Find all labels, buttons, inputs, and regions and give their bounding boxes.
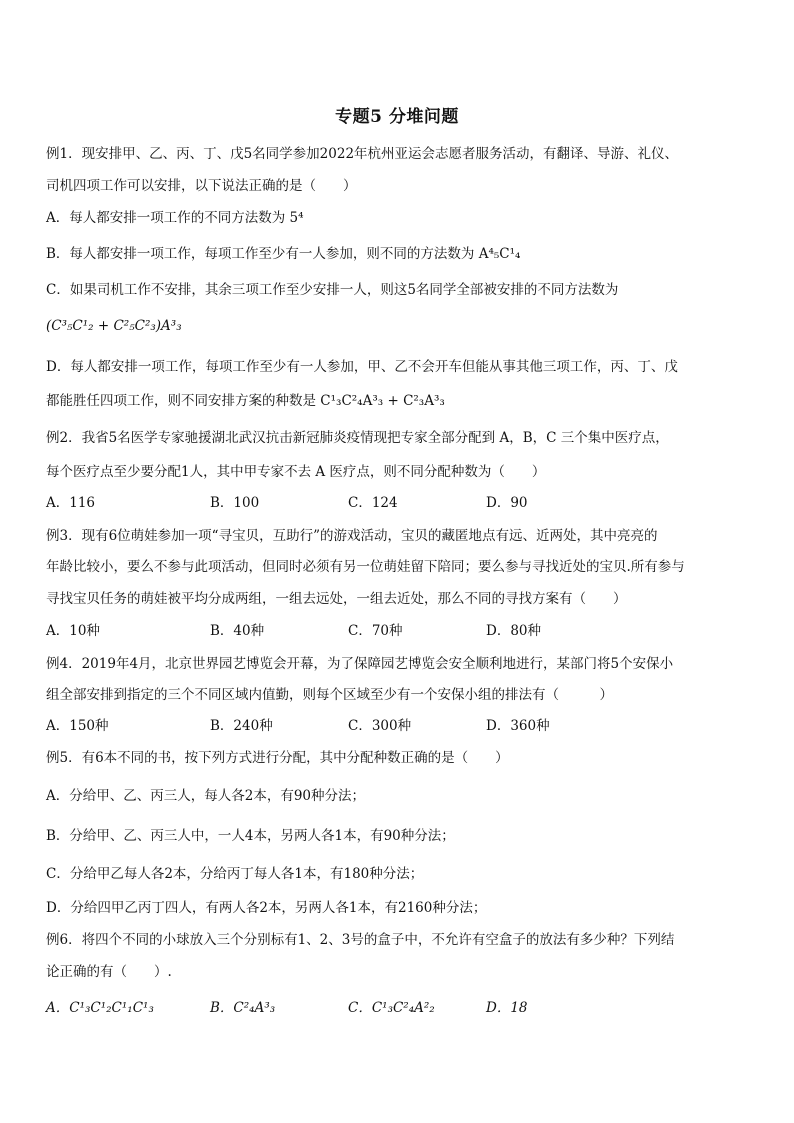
ex2-option-a: A．116: [46, 495, 96, 511]
ex3-stem-line-2: 年龄比较小，要么不参与此项活动，但同时必须有另一位萌娃留下陪同；要么参与寻找近处的宝贝.所有参与: [46, 559, 685, 575]
ex3-option-b: B．40种: [210, 623, 265, 639]
ex1-stem-line-1: 例1．现安排甲、乙、丙、丁、戊5名同学参加2022年杭州亚运会志愿者服务活动，有翻译、导游、礼仪、: [46, 146, 679, 162]
ex2-stem-line-2: 每个医疗点至少要分配1人，其中甲专家不去 A 医疗点，则不同分配种数为（ ）: [46, 464, 546, 480]
ex1-option-c-line-1: C．如果司机工作不安排，其余三项工作至少安排一人，则这5名同学全部被安排的不同方法数为: [46, 282, 619, 298]
ex2-option-b: B．100: [210, 495, 260, 511]
ex6-option-b: B．C²₄A³₃: [210, 1000, 276, 1016]
ex6-option-a: A．C¹₃C¹₂C¹₁C¹₃: [46, 1000, 154, 1016]
page-title: 专题5 分堆问题: [335, 107, 459, 127]
ex3-options: [46, 621, 746, 641]
ex1-option-c-formula: (C³₅C¹₂ + C²₅C²₃)A³₃: [46, 318, 182, 334]
ex3-option-c: C．70种: [348, 623, 403, 639]
ex2-option-d: D．90: [486, 495, 528, 511]
ex3-option-d: D．80种: [486, 623, 542, 639]
ex1-option-a: A．每人都安排一项工作的不同方法数为 5⁴: [46, 210, 304, 226]
ex4-stem-line-2: 组全部安排到指定的三个不同区域内值勤，则每个区域至少有一个安保小组的排法有（ ）: [46, 687, 613, 703]
ex3-option-a: A．10种: [46, 623, 100, 639]
ex6-stem-line-2: 论正确的有（ ）.: [46, 964, 172, 980]
ex6-option-d: D．18: [486, 1000, 528, 1016]
ex1-option-d-line-2: 都能胜任四项工作，则不同安排方案的种数是 C¹₃C²₄A³₃ + C²₃A³₃: [46, 393, 445, 409]
ex3-stem-line-3: 寻找宝贝任务的萌娃被平均分成两组，一组去远处，一组去近处，那么不同的寻找方案有（ ）: [46, 591, 627, 607]
ex2-stem-line-1: 例2．我省5名医学专家驰援湖北武汉抗击新冠肺炎疫情现把专家全部分配到 A，B，C 三个集中医疗点，: [46, 430, 669, 446]
ex6-option-c: C．C¹₃C²₄A²₂: [348, 1000, 435, 1016]
ex5-stem: 例5．有6本不同的书，按下列方式进行分配，其中分配种数正确的是（ ）: [46, 750, 509, 766]
ex4-option-c: C．300种: [348, 718, 412, 734]
ex5-option-c: C．分给甲乙每人各2本，分给丙丁每人各1本，有180种分法；: [46, 866, 424, 882]
ex4-options: [46, 716, 746, 736]
ex2-options: [46, 493, 746, 513]
ex4-stem-line-1: 例4．2019年4月，北京世界园艺博览会开幕，为了保障园艺博览会安全顺利地进行，某部门将5个安保小: [46, 656, 674, 672]
ex4-option-b: B．240种: [210, 718, 273, 734]
ex5-option-a: A．分给甲、乙、丙三人，每人各2本，有90种分法；: [46, 788, 366, 804]
ex3-stem-line-1: 例3．现有6位萌娃参加一项“寻宝贝，互助行”的游戏活动，宝贝的藏匿地点有远、近两处，其中亮亮的: [46, 528, 658, 544]
ex4-option-d: D．360种: [486, 718, 550, 734]
ex1-stem-line-2: 司机四项工作可以安排，以下说法正确的是（ ）: [46, 178, 357, 194]
ex2-option-c: C．124: [348, 495, 398, 511]
ex6-options: [46, 998, 746, 1018]
ex1-option-d-line-1: D．每人都安排一项工作，每项工作至少有一人参加，甲、乙不会开车但能从事其他三项工作，丙、丁、戊: [46, 359, 678, 375]
ex5-option-d: D．分给四甲乙丙丁四人，有两人各2本，另两人各1本，有2160种分法；: [46, 900, 487, 916]
ex6-stem-line-1: 例6．将四个不同的小球放入三个分别标有1、2、3号的盒子中，不允许有空盒子的放法有多少种？下列结: [46, 932, 675, 948]
ex5-option-b: B．分给甲、乙、丙三人中，一人4本，另两人各1本，有90种分法；: [46, 828, 455, 844]
ex1-option-b: B．每人都安排一项工作，每项工作至少有一人参加，则不同的方法数为 A⁴₅C¹₄: [46, 246, 521, 262]
ex4-option-a: A．150种: [46, 718, 109, 734]
